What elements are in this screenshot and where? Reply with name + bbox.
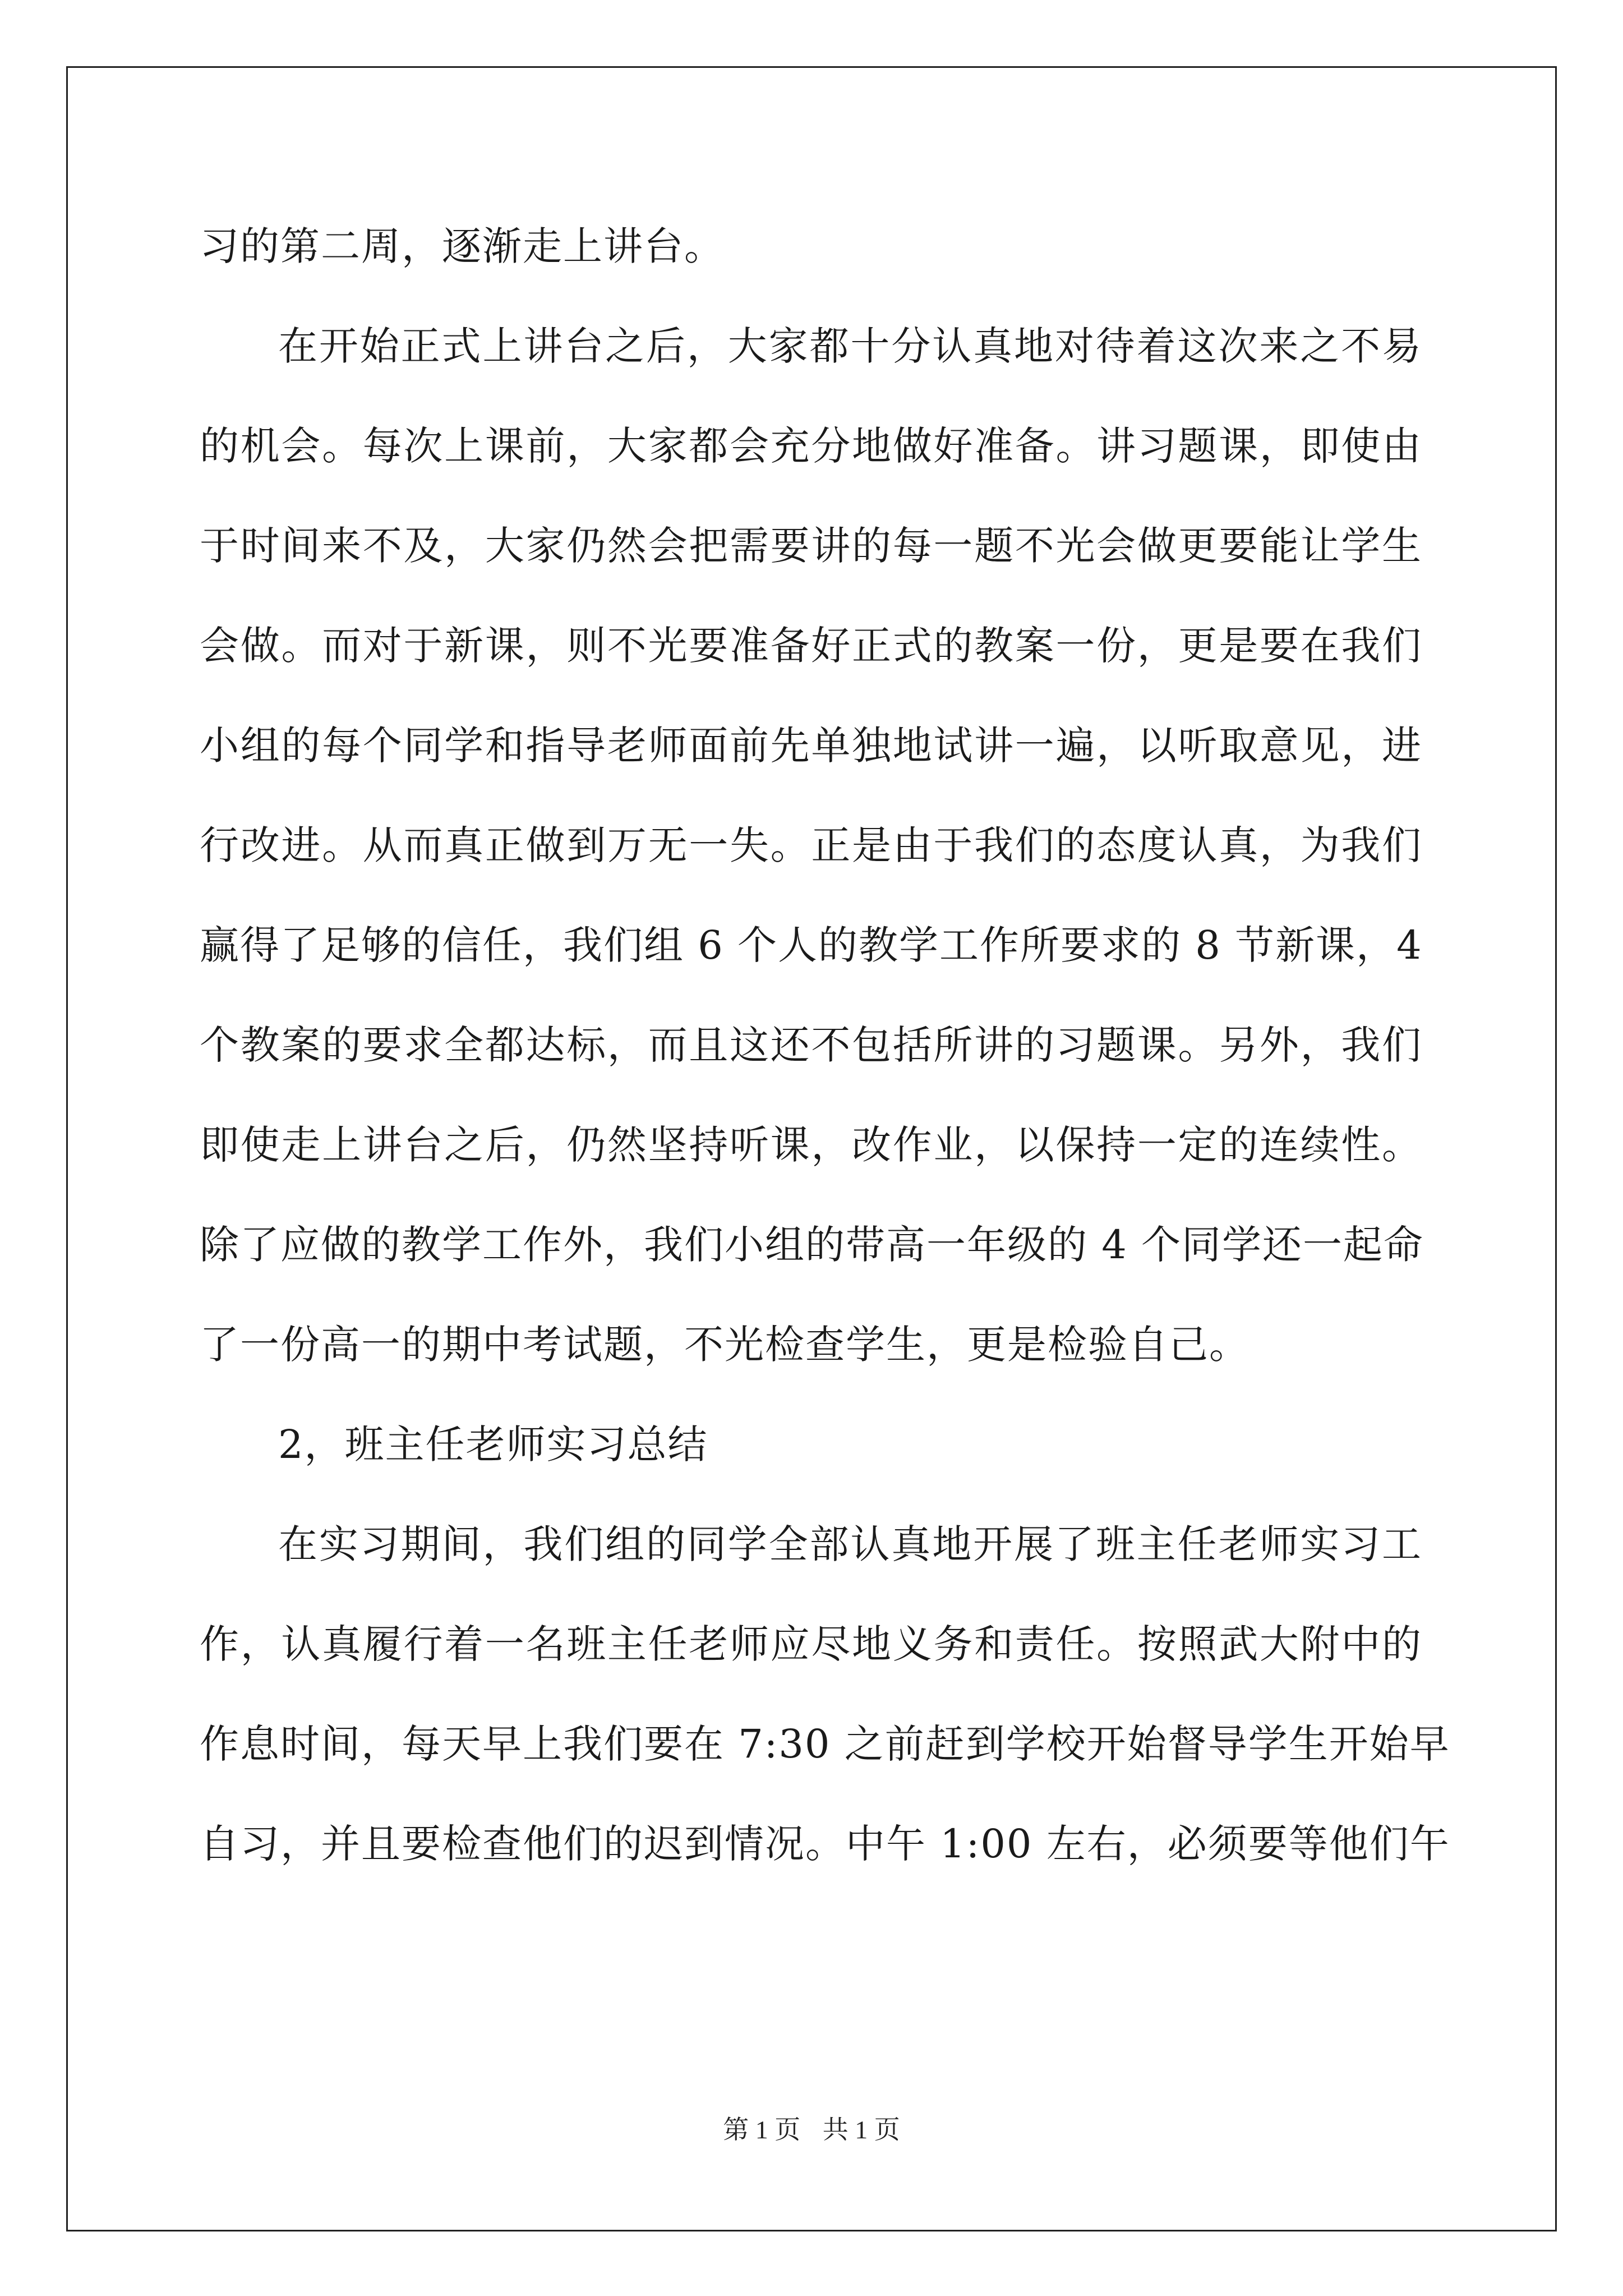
paragraph-start-line: 在实习期间，我们组的同学全部认真地开展了班主任老师实习工	[278, 1521, 1422, 1567]
text-line: 除了应做的教学工作外，我们小组的带高一年级的 4 个同学还一起命	[200, 1222, 1424, 1268]
section-heading: 2，班主任老师实习总结	[278, 1421, 708, 1467]
text-line: 作息时间，每天早上我们要在 7:30 之前赶到学校开始督导学生开始早	[200, 1721, 1450, 1767]
page-footer	[0, 2109, 1623, 2146]
text-line: 作，认真履行着一名班主任老师应尽地义务和责任。按照武大附中的	[200, 1621, 1422, 1667]
page-number: 第 1 页	[723, 2115, 801, 2144]
text-line: 小组的每个同学和指导老师面前先单独地试讲一遍，以听取意见，进	[200, 723, 1422, 769]
text-line: 会做。而对于新课，则不光要准备好正式的教案一份，更是要在我们	[200, 623, 1422, 669]
document-body	[200, 196, 1450, 1894]
paragraph-start-line: 在开始正式上讲台之后，大家都十分认真地对待着这次来之不易	[278, 323, 1422, 369]
page-total: 共 1 页	[822, 2115, 900, 2144]
text-line: 了一份高一的期中考试题，不光检查学生，更是检验自己。	[200, 1322, 1249, 1368]
text-line: 行改进。从而真正做到万无一失。正是由于我们的态度认真，为我们	[200, 822, 1422, 868]
text-line: 赢得了足够的信任，我们组 6 个人的教学工作所要求的 8 节新课，4	[200, 922, 1423, 968]
text-line: 自习，并且要检查他们的迟到情况。中午 1:00 左右，必须要等他们午	[200, 1821, 1450, 1867]
text-line: 个教案的要求全都达标，而且这还不包括所讲的习题课。另外，我们	[200, 1022, 1422, 1068]
text-line: 习的第二周，逐渐走上讲台。	[200, 223, 725, 269]
text-line: 的机会。每次上课前，大家都会充分地做好准备。讲习题课，即使由	[200, 423, 1422, 469]
text-line: 即使走上讲台之后，仍然坚持听课，改作业，以保持一定的连续性。	[200, 1122, 1422, 1168]
text-line: 于时间来不及，大家仍然会把需要讲的每一题不光会做更要能让学生	[200, 523, 1422, 569]
